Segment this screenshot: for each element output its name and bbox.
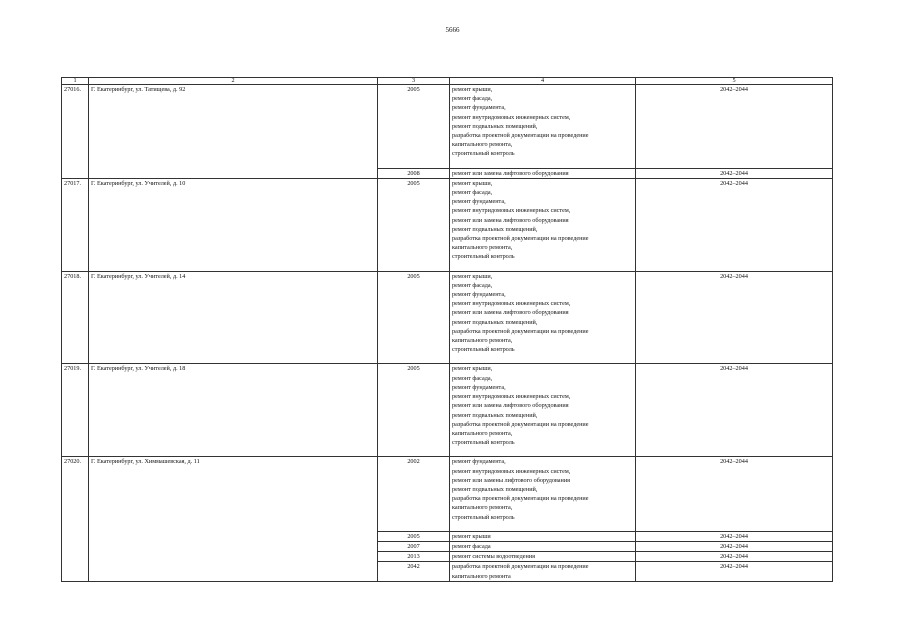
work-item: ремонт крыши, <box>452 365 493 373</box>
work-item: ремонт подвальных помещений, <box>452 225 538 233</box>
work-item: ремонт фундамента, <box>452 198 506 206</box>
work-item: капитального ремонта, <box>452 504 513 512</box>
works-list <box>450 271 636 364</box>
commissioning-year: 2005 <box>378 364 450 457</box>
work-item: строительный контроль <box>452 439 515 447</box>
work-item: ремонт или замены лифтового оборудования <box>452 476 571 484</box>
planned-period: 2042–2044 <box>636 271 833 364</box>
work-item: ремонт фундамента, <box>452 104 506 112</box>
entry-address: Г. Екатеринбург, ул. Учителей, д. 10 <box>89 178 378 271</box>
work-item: капитального ремонта, <box>452 429 513 437</box>
work-item: ремонт внутридомовых инженерных систем, <box>452 393 571 401</box>
work-item: ремонт фундамента, <box>452 383 506 391</box>
works-list <box>450 541 636 551</box>
work-item: ремонт фундамента, <box>452 458 506 466</box>
commissioning-year: 2005 <box>378 85 450 169</box>
work-item: ремонт крыши <box>452 532 491 540</box>
column-number-row <box>62 78 833 85</box>
work-item: разработка проектной документации на проведение <box>452 235 589 243</box>
work-item: ремонт внутридомовых инженерных систем, <box>452 113 571 121</box>
table-row <box>62 364 833 457</box>
planned-period: 2042–2044 <box>636 178 833 271</box>
entry-address: Г. Екатеринбург, ул. Учителей, д. 14 <box>89 271 378 364</box>
work-item: ремонт крыши, <box>452 86 493 93</box>
entry-number: 27016. <box>62 85 89 179</box>
entry-address: Г. Екатеринбург, ул. Химмашевская, д. 11 <box>89 457 378 581</box>
works-list <box>450 85 636 169</box>
work-item: ремонт внутридомовых инженерных систем, <box>452 467 571 475</box>
entry-address: Г. Екатеринбург, ул. Учителей, д. 18 <box>89 364 378 457</box>
work-item: ремонт подвальных помещений, <box>452 122 538 130</box>
planned-period: 2042–2044 <box>636 552 833 562</box>
work-item: ремонт или замена лифтового оборудования <box>452 309 569 317</box>
column-number: 2 <box>89 78 378 85</box>
planned-period: 2042–2044 <box>636 562 833 581</box>
work-item: разработка проектной документации на проведение <box>452 132 589 140</box>
work-item: ремонт фасада, <box>452 95 493 103</box>
entry-number: 27019. <box>62 364 89 457</box>
planned-period: 2042–2044 <box>636 457 833 531</box>
table-row <box>62 85 833 169</box>
column-number: 3 <box>378 78 450 85</box>
page-number: 5666 <box>445 26 460 34</box>
column-number: 5 <box>636 78 833 85</box>
work-item: строительный контроль <box>452 150 515 158</box>
column-number: 1 <box>62 78 89 85</box>
column-number: 4 <box>450 78 636 85</box>
work-item: строительный контроль <box>452 346 515 354</box>
entry-number: 27017. <box>62 178 89 271</box>
work-item: ремонт или замена лифтового оборудования <box>452 169 569 177</box>
register-table <box>61 77 833 582</box>
register-table-body <box>62 78 833 582</box>
works-list <box>450 531 636 541</box>
table-row <box>62 178 833 271</box>
work-item: разработка проектной документации на проведение <box>452 495 589 503</box>
planned-period: 2042–2044 <box>636 364 833 457</box>
work-item: ремонт фасада, <box>452 281 493 289</box>
work-item: ремонт крыши, <box>452 179 493 187</box>
works-list <box>450 168 636 178</box>
commissioning-year: 2005 <box>378 271 450 364</box>
work-item: разработка проектной документации на проведение <box>452 327 589 335</box>
planned-period: 2042–2044 <box>636 168 833 178</box>
work-item: капитального ремонта <box>452 572 511 580</box>
commissioning-year: 2007 <box>378 541 450 551</box>
work-item: ремонт фасада, <box>452 189 493 197</box>
commissioning-year: 2005 <box>378 531 450 541</box>
work-item: ремонт фасада, <box>452 374 493 382</box>
work-item: ремонт или замена лифтового оборудования <box>452 216 569 224</box>
commissioning-year: 2005 <box>378 178 450 271</box>
work-item: строительный контроль <box>452 513 515 521</box>
works-list <box>450 457 636 531</box>
work-item: ремонт внутридомовых инженерных систем, <box>452 300 571 308</box>
table-row <box>62 271 833 364</box>
works-list <box>450 552 636 562</box>
table-row <box>62 457 833 531</box>
entry-address: Г. Екатеринбург, ул. Татищева, д. 92 <box>89 85 378 179</box>
work-item: капитального ремонта, <box>452 244 513 252</box>
work-item: ремонт фасада <box>452 542 491 550</box>
work-item: ремонт подвальных помещений, <box>452 318 538 326</box>
work-item: ремонт подвальных помещений, <box>452 411 538 419</box>
works-list <box>450 178 636 271</box>
work-item: ремонт крыши, <box>452 272 493 280</box>
commissioning-year: 2002 <box>378 457 450 531</box>
planned-period: 2042–2044 <box>636 541 833 551</box>
works-list <box>450 562 636 581</box>
work-item: разработка проектной документации на проведение <box>452 420 589 428</box>
work-item: ремонт подвальных помещений, <box>452 485 538 493</box>
work-item: капитального ремонта, <box>452 141 513 149</box>
work-item: ремонт фундамента, <box>452 291 506 299</box>
work-item: строительный контроль <box>452 253 515 261</box>
work-item: ремонт внутридомовых инженерных систем, <box>452 207 571 215</box>
work-item: ремонт системы водоотведения <box>452 553 535 561</box>
commissioning-year: 2008 <box>378 168 450 178</box>
work-item: разработка проектной документации на проведение <box>452 563 589 571</box>
works-list <box>450 364 636 457</box>
work-item: ремонт или замена лифтового оборудования <box>452 402 569 410</box>
entry-number: 27018. <box>62 271 89 364</box>
commissioning-year: 2042 <box>378 562 450 581</box>
planned-period: 2042–2044 <box>636 85 833 169</box>
commissioning-year: 2013 <box>378 552 450 562</box>
planned-period: 2042–2044 <box>636 531 833 541</box>
work-item: капитального ремонта, <box>452 337 513 345</box>
entry-number: 27020. <box>62 457 89 581</box>
